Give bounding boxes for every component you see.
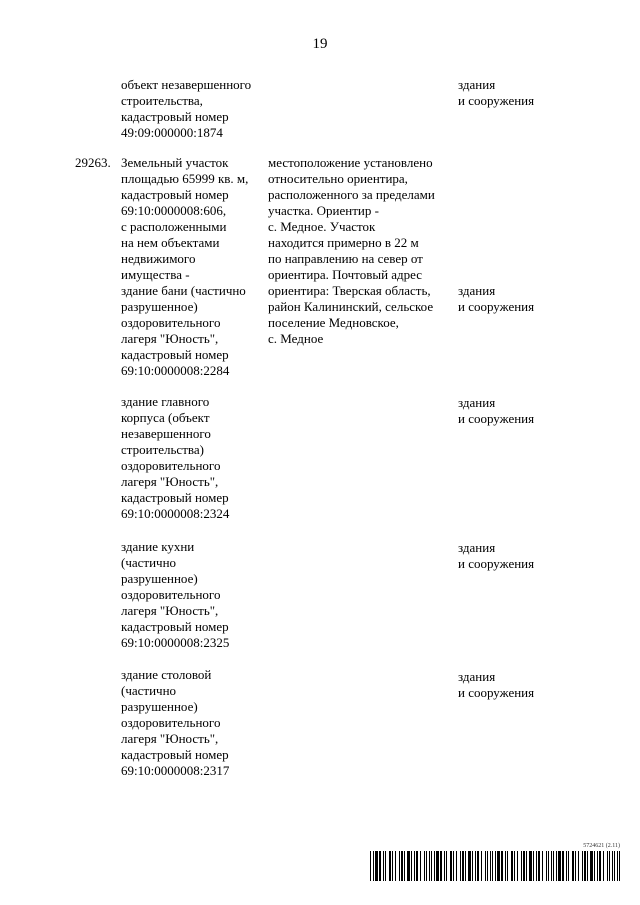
document-barcode-block <box>370 843 620 883</box>
row-object-type: здания и сооружения <box>458 540 535 571</box>
barcode-icon <box>370 851 620 881</box>
row-object-description: здание столовой (частично разрушенное) оздоровительного лагеря "Юность", кадастровый номер 69:10:0000008:2317 <box>121 667 230 778</box>
row-object-description: объект незавершенного строительства, кадастровый номер 49:09:000000:1874 <box>121 77 252 140</box>
row-object-type: здания и сооружения <box>458 283 535 314</box>
row-object-description: Земельный участок площадью 65999 кв. м, кадастровый номер 69:10:0000008:606, с расположенными на нем объектами недвижимого имущества - здание бани (частично разрушенное) оздоровительного лагеря "Юность", кадастровый номер 69:10:0000008:2284 <box>121 155 249 378</box>
row-object-description: здание главного корпуса (объект незавершенного строительства) оздоровительного лагеря "Юность", кадастровый номер 69:10:0000008:2324 <box>121 394 230 521</box>
row-object-type: здания и сооружения <box>458 395 535 426</box>
row-object-type: здания и сооружения <box>458 669 535 700</box>
row-object-type: здания и сооружения <box>458 77 535 108</box>
row-number: 29263. <box>75 155 111 170</box>
barcode-label: 5724621 (2.11) <box>583 843 620 849</box>
page-number: 19 <box>312 36 328 52</box>
row-location: местоположение установлено относительно ориентира, расположенного за пределами участка. Ориентир - с. Медное. Участок находится примерно в 22 м по направлению на север от ориентира. Почтовый адрес ориентира: Тверская область, район Калининский, сельское поселение Медновское, с. Медное <box>268 155 435 346</box>
row-object-description: здание кухни (частично разрушенное) оздоровительного лагеря "Юность", кадастровый номер 69:10:0000008:2325 <box>121 539 230 650</box>
